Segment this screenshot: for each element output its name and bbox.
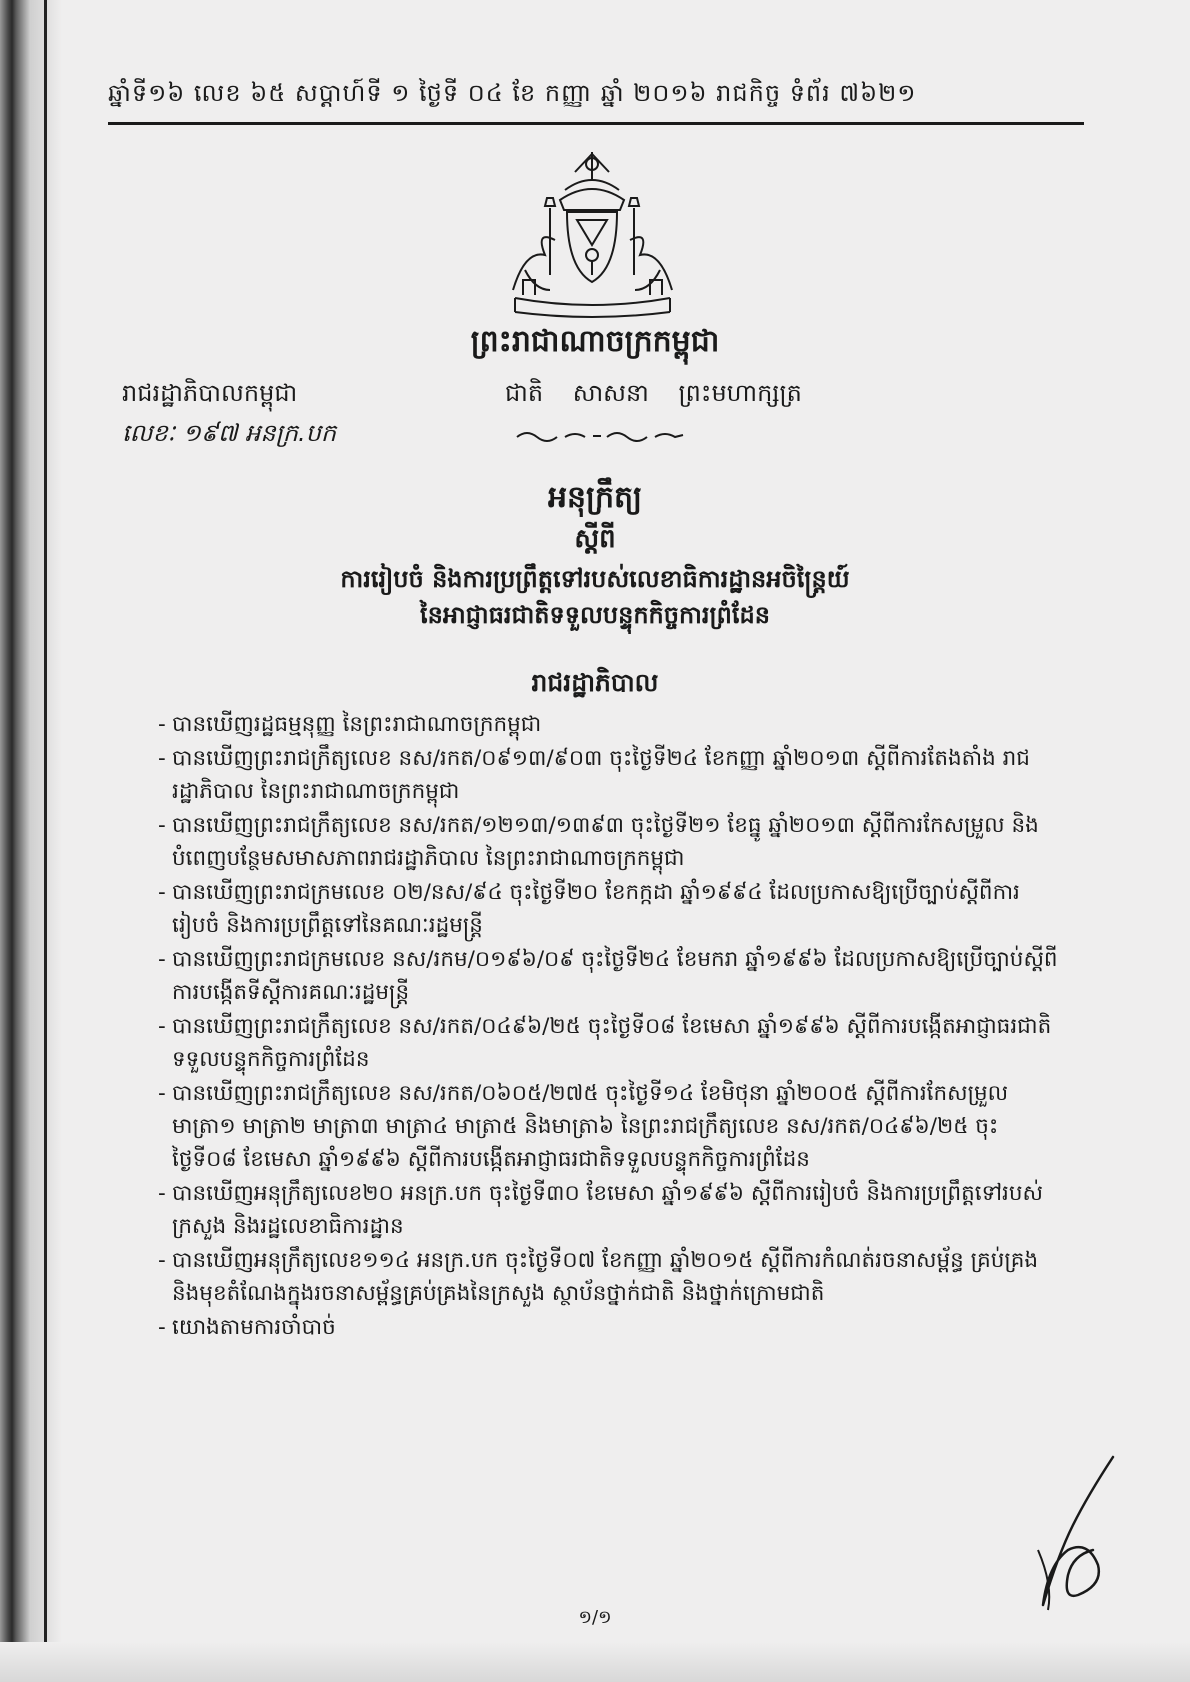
gazette-header: ឆ្នាំទី១៦ លេខ ៦៥ សប្ដាហ៍ទី ១ ថ្ងៃទី ០៤ ខែ កញ្ញា ឆ្នាំ ២០១៦ រាជកិច្ច ទំព័រ ៧៦២១ bbox=[108, 79, 917, 107]
scan-bottom-shade bbox=[0, 1642, 1190, 1682]
subject-line-1: ការរៀបចំ និងការប្រព្រឹត្តទៅរបស់លេខាធិការដ្ឋានអចិន្ត្រៃយ៍ bbox=[340, 565, 850, 593]
list-item: - បានឃើញព្រះរាជក្រមលេខ នស/រកម/០១៩៦/០៩ ចុះថ្ងៃទី២៤ ខែមករា ឆ្នាំ១៩៩៦ ដែលប្រកាសឱ្យប្រើច្បាប់ស្ដីពីការបង្កើតទីស្ដីការគណៈរដ្ឋមន្ត្រី bbox=[158, 943, 1058, 1009]
signature-icon bbox=[1018, 1455, 1128, 1615]
list-item: - បានឃើញព្រះរាជក្រមលេខ ០២/នស/៩៤ ចុះថ្ងៃទី២០ ខែកក្កដា ឆ្នាំ១៩៩៤ ដែលប្រកាសឱ្យប្រើច្បាប់ស្ដីពីការរៀបចំ និងការប្រព្រឹត្តទៅនៃគណៈរដ្ឋមន្ត្រី bbox=[158, 876, 1058, 942]
ornament-divider-icon bbox=[515, 427, 685, 445]
clause-text: បានឃើញអនុក្រឹត្យលេខ២០ អនក្រ.បក ចុះថ្ងៃទី៣០ ខែមេសា ឆ្នាំ១៩៩៦ ស្ដីពីការរៀបចំ និងការប្រព្រឹត្តទៅរបស់ក្រសួង និងរដ្ឋលេខាធិការដ្ឋាន bbox=[172, 1181, 1043, 1239]
list-item: - បានឃើញព្រះរាជក្រឹត្យលេខ នស/រកត/០៦០៥/២៧៥ ចុះថ្ងៃទី១៤ ខែមិថុនា ឆ្នាំ២០០៥ ស្ដីពីការកែសម្រួល មាត្រា១ មាត្រា២ មាត្រា៣ មាត្រា៤ មាត្រា៥ និងមាត្រា៦ នៃព្រះរាជក្រឹត្យលេខ នស/រកត/០៤៩៦/២៥ ចុះថ្ងៃទី០៨ ខែមេសា ឆ្នាំ១៩៩៦ ស្ដីពីការបង្កើតអាជ្ញាធរជាតិទទួលបន្ទុកកិច្ចការព្រំដែន bbox=[158, 1077, 1058, 1176]
clause-text: បានឃើញរដ្ឋធម្មនុញ្ញ នៃព្រះរាជាណាចក្រកម្ពុជា bbox=[172, 712, 542, 737]
list-item: - បានឃើញអនុក្រឹត្យលេខ២០ អនក្រ.បក ចុះថ្ងៃទី៣០ ខែមេសា ឆ្នាំ១៩៩៦ ស្ដីពីការរៀបចំ និងការប្រព្រឹត្តទៅរបស់ក្រសួង និងរដ្ឋលេខាធិការដ្ឋាន bbox=[158, 1177, 1058, 1243]
clause-text: បានឃើញអនុក្រឹត្យលេខ១១៤ អនក្រ.បក ចុះថ្ងៃទី០៧ ខែកញ្ញា ឆ្នាំ២០១៥ ស្ដីពីការកំណត់រចនាសម្ព័ន្ធ គ្រប់គ្រង និងមុខតំណែងក្នុងរចនាសម្ព័ន្ធគ្រប់គ្រងនៃក្រសួង ស្ថាប័នថ្នាក់ជាតិ និងថ្នាក់ក្រោមជាតិ bbox=[172, 1248, 1039, 1306]
document-type: អនុក្រឹត្យ bbox=[547, 480, 643, 515]
list-item: - បានឃើញព្រះរាជក្រឹត្យលេខ នស/រកត/០៤៩៦/២៥ ចុះថ្ងៃទី០៨ ខែមេសា ឆ្នាំ១៩៩៦ ស្ដីពីការបង្កើតអាជ្ញាធរជាតិទទួលបន្ទុកកិច្ចការព្រំដែន bbox=[158, 1010, 1058, 1076]
issuing-government: រាជរដ្ឋាភិបាលកម្ពុជា bbox=[122, 379, 298, 407]
clause-text: យោងតាមការចាំបាច់ bbox=[172, 1315, 336, 1340]
list-item: - បានឃើញអនុក្រឹត្យលេខ១១៤ អនក្រ.បក ចុះថ្ងៃទី០៧ ខែកញ្ញា ឆ្នាំ២០១៥ ស្ដីពីការកំណត់រចនាសម្ព័ន្ធ គ្រប់គ្រង និងមុខតំណែងក្នុងរចនាសម្ព័ន្ធគ្រប់គ្រងនៃក្រសួង ស្ថាប័នថ្នាក់ជាតិ និងថ្នាក់ក្រោមជាតិ bbox=[158, 1244, 1058, 1310]
scan-binding-line bbox=[44, 0, 47, 1682]
preamble-clauses bbox=[158, 708, 1058, 1345]
kingdom-name: ព្រះរាជាណាចក្រកម្ពុជា bbox=[470, 324, 720, 359]
reference-number: លេខៈ ១៩៧ អនក្រ.បក bbox=[122, 419, 337, 447]
subject-line-2: នៃអាជ្ញាធរជាតិទទួលបន្ទុកកិច្ចការព្រំដែន bbox=[420, 601, 770, 629]
clause-text: បានឃើញព្រះរាជក្រឹត្យលេខ នស/រកត/០៤៩៦/២៥ ចុះថ្ងៃទី០៨ ខែមេសា ឆ្នាំ១៩៩៦ ស្ដីពីការបង្កើតអាជ្ញាធរជាតិទទួលបន្ទុកកិច្ចការព្រំដែន bbox=[172, 1014, 1052, 1072]
clause-text: បានឃើញព្រះរាជក្រឹត្យលេខ នស/រកត/០៦០៥/២៧៥ ចុះថ្ងៃទី១៤ ខែមិថុនា ឆ្នាំ២០០៥ ស្ដីពីការកែសម្រួល មាត្រា១ មាត្រា២ មាត្រា៣ មាត្រា៤ មាត្រា៥ និងមាត្រា៦ នៃព្រះរាជក្រឹត្យលេខ នស/រកត/០៤៩៦/២៥ ចុះថ្ងៃទី០៨ ខែមេសា ឆ្នាំ១៩៩៦ ស្ដីពីការបង្កើតអាជ្ញាធរជាតិទទួលបន្ទុកកិច្ចការព្រំដែន bbox=[172, 1081, 1009, 1172]
about-label: ស្ដីពី bbox=[574, 524, 616, 554]
list-item: - បានឃើញរដ្ឋធម្មនុញ្ញ នៃព្រះរាជាណាចក្រកម្ពុជា bbox=[158, 708, 1058, 741]
royal-coat-of-arms-icon bbox=[505, 150, 680, 320]
issuer-heading: រាជរដ្ឋាភិបាល bbox=[531, 668, 659, 697]
list-item: - យោងតាមការចាំបាច់ bbox=[158, 1311, 1058, 1344]
page-number: ១/១ bbox=[578, 1607, 612, 1628]
clause-text: បានឃើញព្រះរាជក្រមលេខ នស/រកម/០១៩៦/០៩ ចុះថ្ងៃទី២៤ ខែមករា ឆ្នាំ១៩៩៦ ដែលប្រកាសឱ្យប្រើច្បាប់ស្ដីពីការបង្កើតទីស្ដីការគណៈរដ្ឋមន្ត្រី bbox=[172, 947, 1058, 1005]
list-item: - បានឃើញព្រះរាជក្រឹត្យលេខ នស/រកត/១២១៣/១៣៩៣ ចុះថ្ងៃទី២១ ខែធ្នូ ឆ្នាំ២០១៣ ស្ដីពីការកែសម្រួល និងបំពេញបន្ថែមសមាសភាពរាជរដ្ឋាភិបាល នៃព្រះរាជាណាចក្រកម្ពុជា bbox=[158, 809, 1058, 875]
national-motto: ជាតិ សាសនា ព្រះមហាក្សត្រ bbox=[505, 379, 802, 407]
clause-text: បានឃើញព្រះរាជក្រមលេខ ០២/នស/៩៤ ចុះថ្ងៃទី២០ ខែកក្កដា ឆ្នាំ១៩៩៤ ដែលប្រកាសឱ្យប្រើច្បាប់ស្ដីពីការរៀបចំ និងការប្រព្រឹត្តទៅនៃគណៈរដ្ឋមន្ត្រី bbox=[172, 880, 1020, 938]
scan-binding-edge bbox=[0, 0, 62, 1682]
header-divider bbox=[108, 122, 1084, 125]
clause-text: បានឃើញព្រះរាជក្រឹត្យលេខ នស/រកត/១២១៣/១៣៩៣ ចុះថ្ងៃទី២១ ខែធ្នូ ឆ្នាំ២០១៣ ស្ដីពីការកែសម្រួល និងបំពេញបន្ថែមសមាសភាពរាជរដ្ឋាភិបាល នៃព្រះរាជាណាចក្រកម្ពុជា bbox=[172, 813, 1039, 871]
list-item: - បានឃើញព្រះរាជក្រឹត្យលេខ នស/រកត/០៩១៣/៩០៣ ចុះថ្ងៃទី២៤ ខែកញ្ញា ឆ្នាំ២០១៣ ស្ដីពីការតែងតាំង រាជរដ្ឋាភិបាល នៃព្រះរាជាណាចក្រកម្ពុជា bbox=[158, 742, 1058, 808]
clause-text: បានឃើញព្រះរាជក្រឹត្យលេខ នស/រកត/០៩១៣/៩០៣ ចុះថ្ងៃទី២៤ ខែកញ្ញា ឆ្នាំ២០១៣ ស្ដីពីការតែងតាំង រាជរដ្ឋាភិបាល នៃព្រះរាជាណាចក្រកម្ពុជា bbox=[172, 746, 1030, 804]
